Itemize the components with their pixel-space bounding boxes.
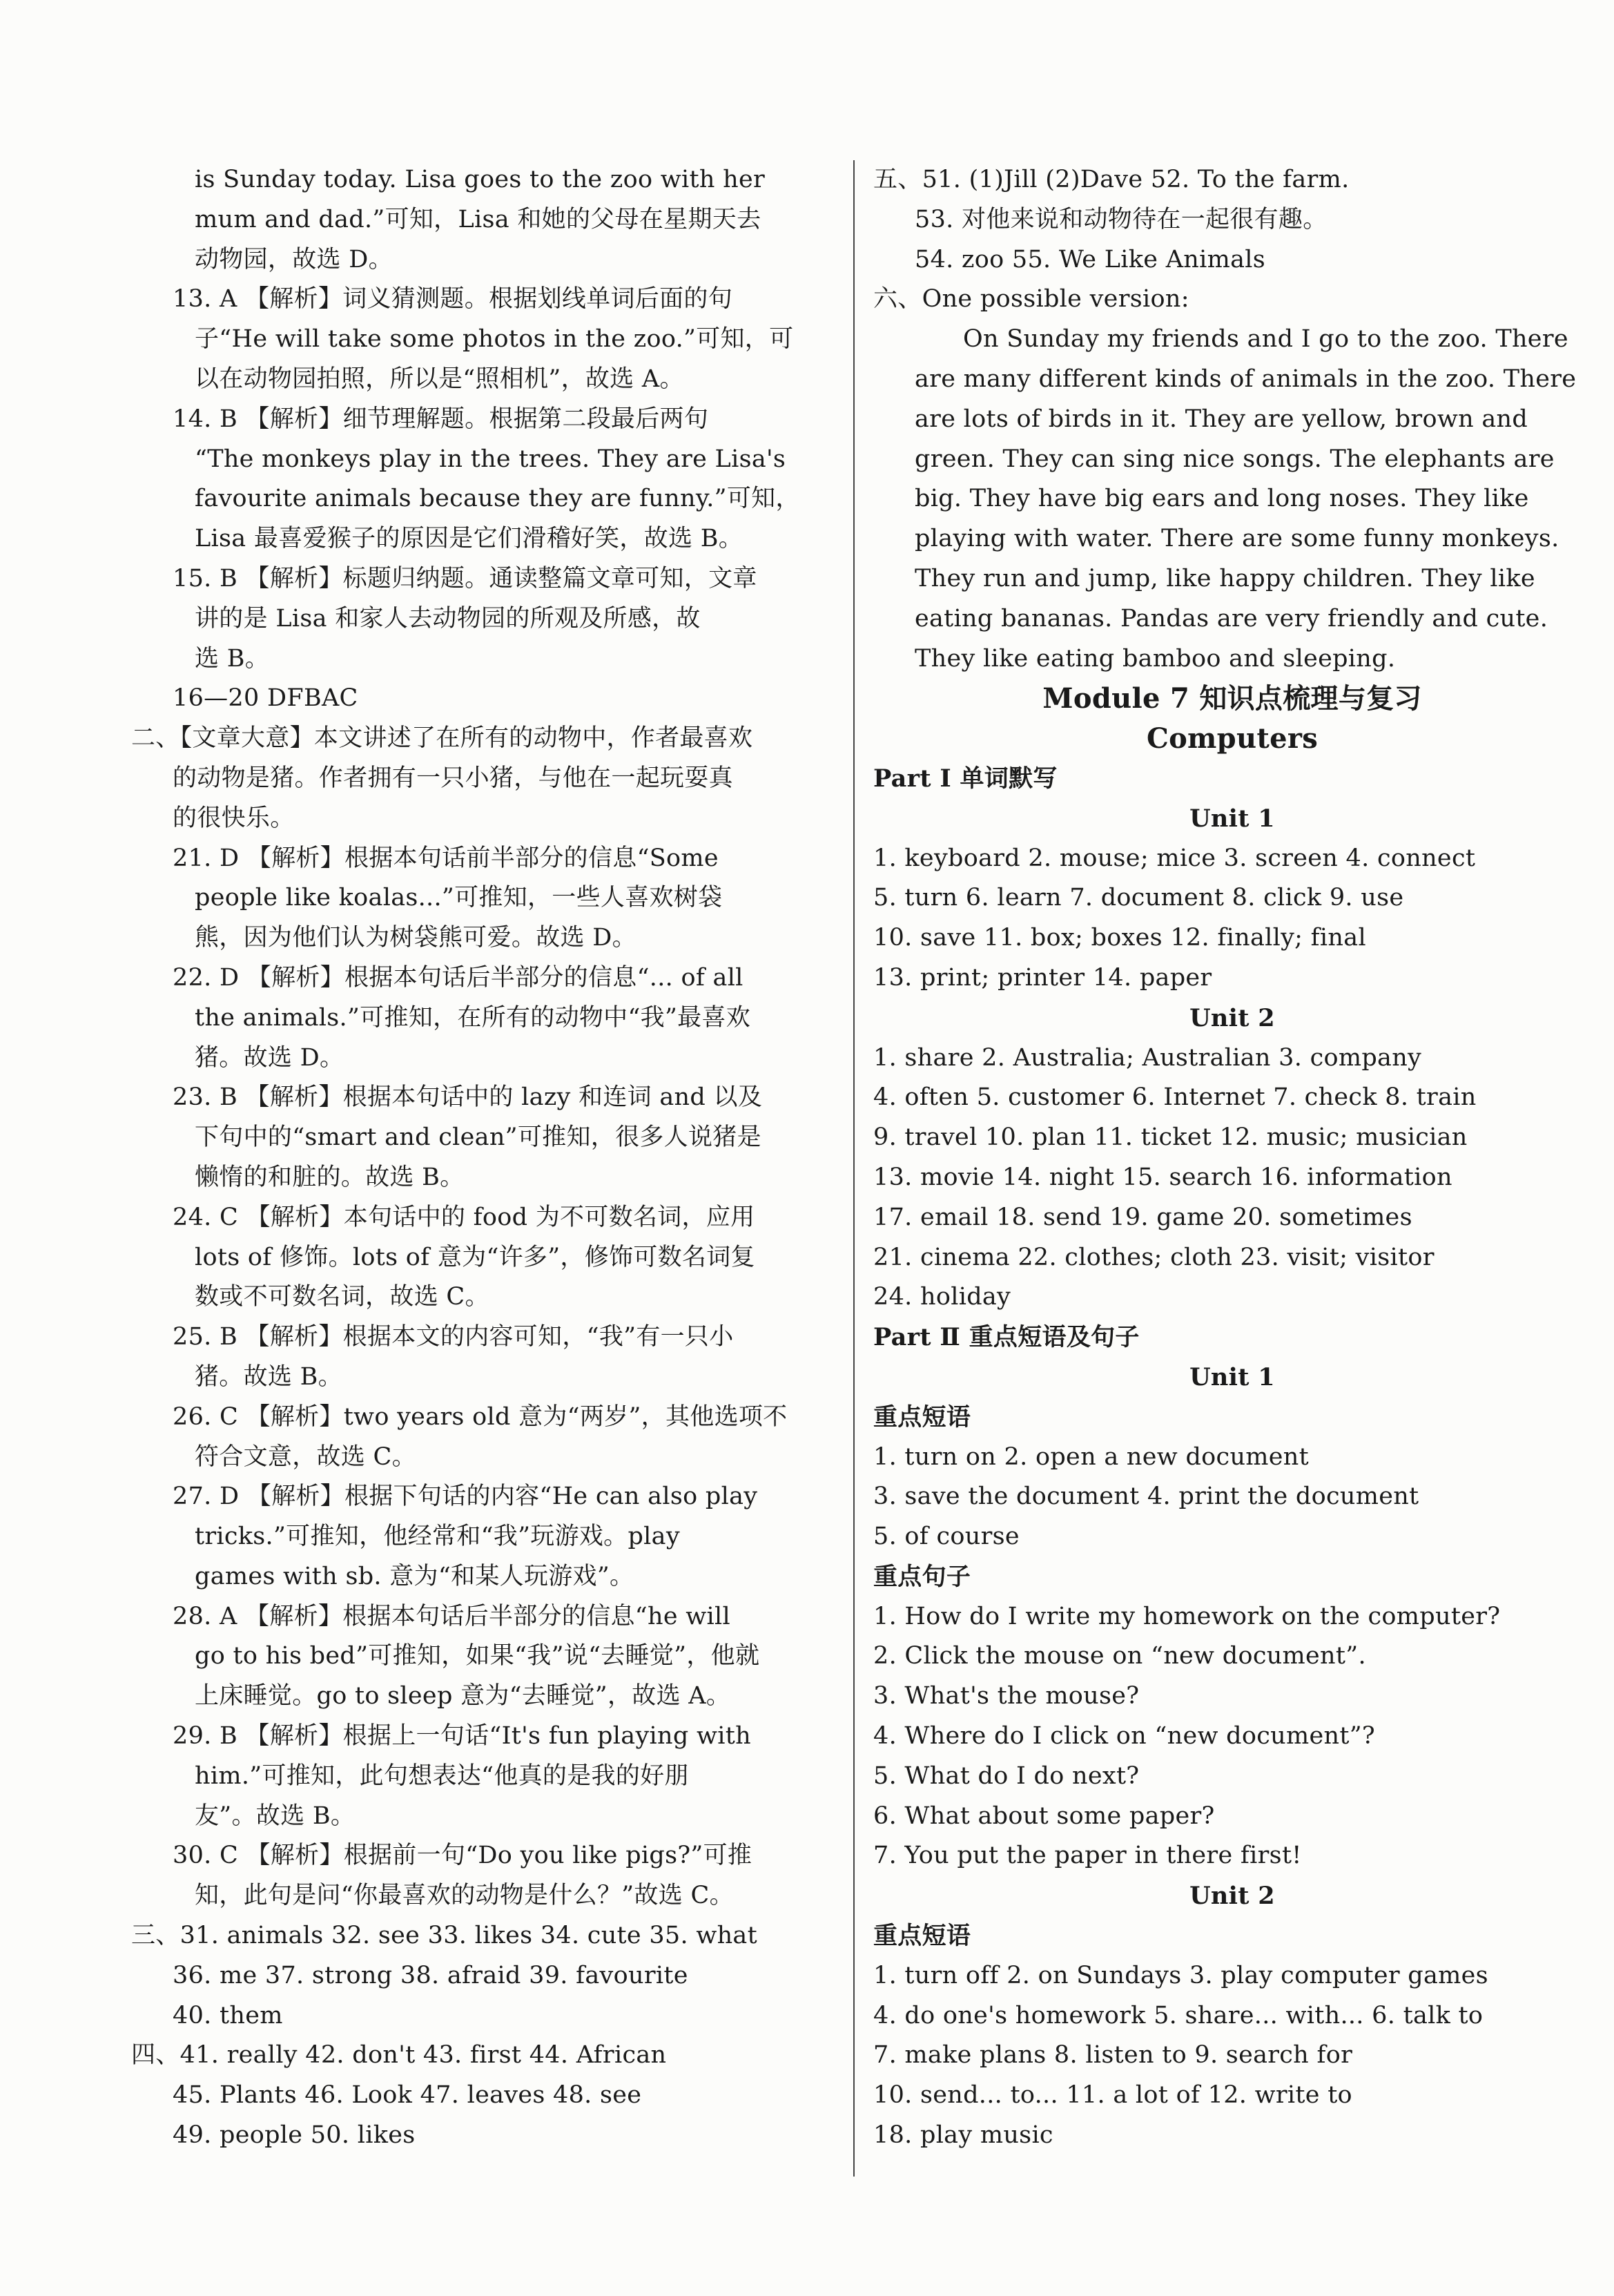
text-line: 讲的是 Lisa 和家人去动物园的所观及所感，故 xyxy=(195,604,701,633)
text-line: They run and jump, like happy children. They like xyxy=(915,564,1535,592)
text-line: 重点短语 xyxy=(873,1922,971,1951)
text-line: people like koalas...”可推知，一些人喜欢树袋 xyxy=(195,884,723,912)
text-line: 2. Click the mouse on “new document”. xyxy=(873,1642,1366,1670)
text-line: 1. How do I write my homework on the computer? xyxy=(873,1602,1501,1630)
text-line: Lisa 最喜爱猴子的原因是它们滑稽好笑，故选 B。 xyxy=(195,525,743,553)
text-line: 28. A 【解析】根据本句话后半部分的信息“he will xyxy=(173,1602,731,1630)
text-line: 5. of course xyxy=(873,1523,1020,1551)
text-line: 三、31. animals 32. see 33. likes 34. cute 35. what xyxy=(131,1922,757,1950)
text-line: 13. movie 14. night 15. search 16. information xyxy=(873,1163,1452,1191)
text-line: 下句中的“smart and clean”可推知，很多人说猪是 xyxy=(195,1123,761,1152)
text-line: 15. B 【解析】标题归纳题。通读整篇文章可知，文章 xyxy=(173,564,757,592)
text-line: are many different kinds of animals in the zoo. There xyxy=(915,365,1577,393)
text-line: Unit 2 xyxy=(1189,1003,1275,1032)
text-line: Module 7 知识点梳理与复习 xyxy=(1042,682,1422,715)
text-line: 7. You put the paper in there first! xyxy=(873,1842,1302,1870)
text-line: 14. B 【解析】细节理解题。根据第二段最后两句 xyxy=(173,405,709,433)
text-line: big. They have big ears and long noses. They like xyxy=(915,485,1529,513)
left-column xyxy=(131,160,842,2156)
text-line: 53. 对他来说和动物待在一起很有趣。 xyxy=(915,205,1328,233)
text-line: 熊，因为他们认为树袋熊可爱。故选 D。 xyxy=(195,924,636,952)
text-line: 猪。故选 B。 xyxy=(195,1362,342,1391)
text-line: 重点句子 xyxy=(873,1562,971,1591)
text-line: 6. What about some paper? xyxy=(873,1802,1215,1830)
text-line: 上床睡觉。go to sleep 意为“去睡觉”，故选 A。 xyxy=(195,1682,731,1710)
text-line: 54. zoo 55. We Like Animals xyxy=(915,245,1266,273)
text-line: 23. B 【解析】根据本句话中的 lazy 和连词 and 以及 xyxy=(173,1083,763,1112)
text-line: 25. B 【解析】根据本文的内容可知，“我”有一只小 xyxy=(173,1323,734,1351)
text-line: They like eating bamboo and sleeping. xyxy=(915,644,1396,673)
text-line: 45. Plants 46. Look 47. leaves 48. see xyxy=(173,2081,642,2110)
text-line: 符合文意，故选 C。 xyxy=(195,1443,416,1471)
text-line: him.”可推知，此句想表达“他真的是我的好朋 xyxy=(195,1762,689,1790)
text-line: 5. turn 6. learn 7. document 8. click 9. use xyxy=(873,884,1404,912)
text-line: 29. B 【解析】根据上一句话“It's fun playing with xyxy=(173,1722,751,1750)
text-line: 猪。故选 D。 xyxy=(195,1043,344,1072)
text-line: 36. me 37. strong 38. afraid 39. favourite xyxy=(173,1961,688,1989)
text-line: are lots of birds in it. They are yellow, brown and xyxy=(915,405,1528,433)
text-line: Part Ⅱ 重点短语及句子 xyxy=(873,1323,1140,1352)
text-line: 24. C 【解析】本句话中的 food 为不可数名词，应用 xyxy=(173,1203,755,1231)
text-line: 1. share 2. Australia; Australian 3. company xyxy=(873,1043,1422,1072)
text-line: green. They can sing nice songs. The elephants are xyxy=(915,445,1555,473)
text-line: 4. often 5. customer 6. Internet 7. check 8. train xyxy=(873,1083,1477,1112)
text-line: 1. turn on 2. open a new document xyxy=(873,1443,1309,1471)
text-line: tricks.”可推知，他经常和“我”玩游戏。play xyxy=(195,1523,680,1551)
text-line: mum and dad.”可知，Lisa 和她的父母在星期天去 xyxy=(195,205,761,233)
text-line: 4. do one's homework 5. share... with... 6. talk to xyxy=(873,2001,1484,2029)
text-line: the animals.”可推知，在所有的动物中“我”最喜欢 xyxy=(195,1003,751,1032)
text-line: 27. D 【解析】根据下句话的内容“He can also play xyxy=(173,1483,758,1511)
text-line: 六、One possible version: xyxy=(873,285,1189,313)
text-line: “The monkeys play in the trees. They are Lisa's xyxy=(195,445,786,473)
text-line: 10. send... to... 11. a lot of 12. write to xyxy=(873,2081,1352,2110)
text-line: 3. What's the mouse? xyxy=(873,1682,1140,1710)
text-line: 22. D 【解析】根据本句话后半部分的信息“... of all xyxy=(173,963,743,992)
text-line: 21. cinema 22. clothes; cloth 23. visit; visitor xyxy=(873,1243,1435,1271)
text-line: 5. What do I do next? xyxy=(873,1762,1140,1790)
text-line: Unit 2 xyxy=(1189,1882,1275,1911)
text-line: playing with water. There are some funny monkeys. xyxy=(915,525,1559,553)
text-line: 子“He will take some photos in the zoo.”可知，可 xyxy=(195,325,794,354)
text-line: 10. save 11. box; boxes 12. finally; final xyxy=(873,924,1366,952)
text-line: favourite animals because they are funny.”可知， xyxy=(195,485,800,513)
text-line: 24. holiday xyxy=(873,1283,1011,1311)
text-line: games with sb. 意为“和某人玩游戏”。 xyxy=(195,1562,634,1590)
text-line: 7. make plans 8. listen to 9. search for xyxy=(873,2041,1353,2070)
text-line: 的很快乐。 xyxy=(173,804,295,832)
text-line: is Sunday today. Lisa goes to the zoo with her xyxy=(195,166,766,193)
text-line: 1. turn off 2. on Sundays 3. play computer games xyxy=(873,1961,1488,1989)
text-line: 40. them xyxy=(173,2001,283,2029)
text-line: 动物园，故选 D。 xyxy=(195,245,393,273)
text-line: eating bananas. Pandas are very friendly and cute. xyxy=(915,604,1548,633)
text-line: 四、41. really 42. don't 43. first 44. African xyxy=(131,2041,667,2070)
text-line: 30. C 【解析】根据前一句“Do you like pigs?”可推 xyxy=(173,1842,752,1870)
text-line: 知，此句是问“你最喜欢的动物是什么？”故选 C。 xyxy=(195,1882,734,1910)
text-line: 17. email 18. send 19. game 20. sometimes xyxy=(873,1203,1412,1231)
text-line: 13. print; printer 14. paper xyxy=(873,963,1212,992)
text-line: Unit 1 xyxy=(1189,1362,1275,1391)
text-line: 9. travel 10. plan 11. ticket 12. music; musician xyxy=(873,1123,1468,1152)
text-line: Computers xyxy=(1146,722,1319,755)
text-line: 五、51. (1)Jill (2)Dave 52. To the farm. xyxy=(873,166,1350,193)
text-line: 以在动物园拍照，所以是“照相机”，故选 A。 xyxy=(195,365,684,393)
text-line: 49. people 50. likes xyxy=(173,2121,416,2150)
text-line: 16—20 DFBAC xyxy=(173,684,358,713)
text-line: 18. play music xyxy=(873,2121,1053,2150)
text-line: 重点短语 xyxy=(873,1402,971,1431)
text-line: Part Ⅰ 单词默写 xyxy=(873,764,1058,793)
text-line: go to his bed”可推知，如果“我”说“去睡觉”，他就 xyxy=(195,1642,760,1670)
text-line: 13. A 【解析】词义猜测题。根据划线单词后面的句 xyxy=(173,285,732,313)
column-divider xyxy=(853,160,855,2177)
text-line: 4. Where do I click on “new document”? xyxy=(873,1722,1375,1750)
text-line: 友”。故选 B。 xyxy=(195,1802,356,1830)
text-line: On Sunday my friends and I go to the zoo. There xyxy=(963,325,1568,354)
text-line: lots of 修饰。lots of 意为“许多”，修饰可数名词复 xyxy=(195,1243,755,1271)
text-line: 3. save the document 4. print the document xyxy=(873,1483,1419,1511)
text-line: 的动物是猪。作者拥有一只小猪，与他在一起玩耍真 xyxy=(173,764,733,792)
text-line: 二、【文章大意】本文讲述了在所有的动物中，作者最喜欢 xyxy=(131,724,753,753)
text-line: 26. C 【解析】two years old 意为“两岁”，其他选项不 xyxy=(173,1402,788,1431)
text-line: 选 B。 xyxy=(195,644,270,673)
text-line: 21. D 【解析】根据本句话前半部分的信息“Some xyxy=(173,844,719,872)
text-line: Unit 1 xyxy=(1189,804,1275,833)
text-line: 1. keyboard 2. mouse; mice 3. screen 4. connect xyxy=(873,844,1476,872)
right-column xyxy=(873,160,1591,2156)
text-line: 懒惰的和脏的。故选 B。 xyxy=(195,1163,465,1191)
text-line: 数或不可数名词，故选 C。 xyxy=(195,1283,489,1311)
